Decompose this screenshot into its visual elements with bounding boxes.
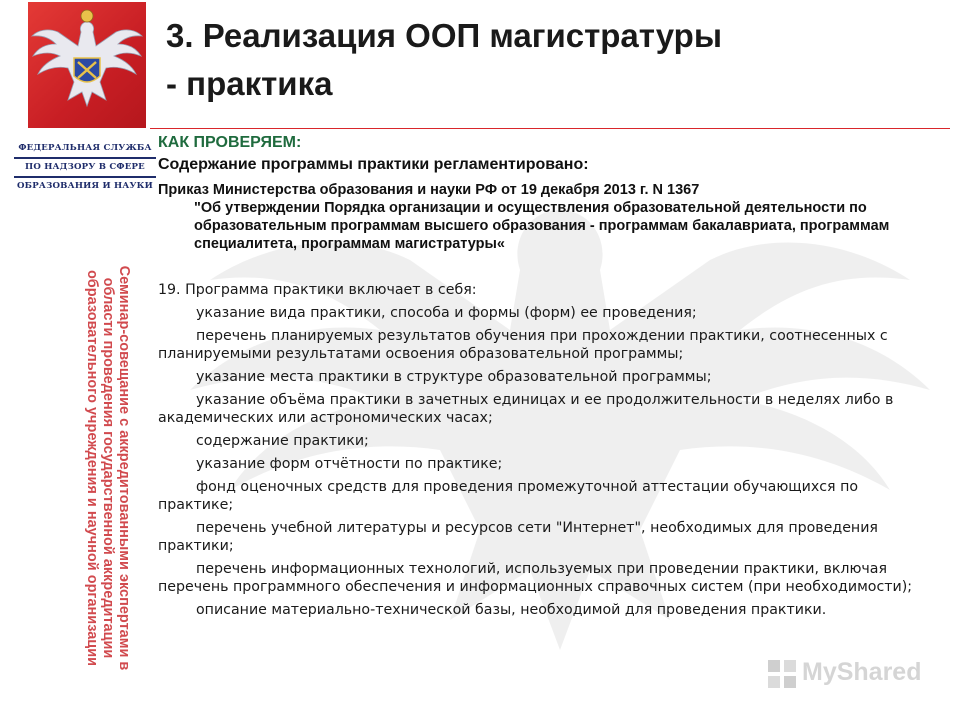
agency-line: ПО НАДЗОРУ В СФЕРЕ <box>25 162 145 172</box>
myshared-logo-text: MyShared <box>802 658 922 686</box>
header-divider <box>150 128 950 129</box>
page-title-text: 3. Реализация ООП магистратуры - практика <box>166 17 723 102</box>
agency-line: ОБРАЗОВАНИЯ И НАУКИ <box>17 181 153 191</box>
agency-name <box>10 140 160 195</box>
list-item: указание места практики в структуре образовательной программы; <box>196 369 712 385</box>
list-item: содержание практики; <box>196 433 369 449</box>
myshared-logo-icon <box>766 658 798 690</box>
list-item: перечень информационных технологий, используемых при проведении практики, включая перечень программного обеспечения и информационных справочных систем (при необходимости); <box>158 561 913 595</box>
order-title: "Об утверждении Порядка организации и осуществления образовательной деятельности по образовательным программам высшего образования - программам бакалавриата, программам специалитета, программам магистратуры« <box>194 200 890 252</box>
agency-line: ФЕДЕРАЛЬНАЯ СЛУЖБА <box>18 143 152 153</box>
list-item: указание объёма практики в зачетных единицах и ее продолжительности в неделях либо в академических или астрономических часах; <box>158 392 894 426</box>
section-label: КАК ПРОВЕРЯЕМ: <box>158 134 302 151</box>
subheading: Содержание программы практики регламентировано: <box>158 156 589 173</box>
list-item: описание материально-технической базы, необходимой для проведения практики. <box>196 602 827 618</box>
page-title <box>166 12 946 108</box>
list-item: перечень учебной литературы и ресурсов сети "Интернет", необходимых для проведения практики; <box>158 520 878 554</box>
myshared-logo[interactable] <box>766 652 936 696</box>
seminar-vertical-text <box>52 258 132 678</box>
list-item: указание форм отчётности по практике; <box>196 456 503 472</box>
list-intro: 19. Программа практики включает в себя: <box>158 282 477 298</box>
list-item: указание вида практики, способа и формы (форм) ее проведения; <box>196 305 697 321</box>
seminar-text: Семинар-совещание с аккредитованными экспертами в области проведения государственной аккредитации образовательного учреждения и научной организации <box>84 265 132 671</box>
practice-program-list <box>158 281 928 624</box>
list-item: фонд оценочных средств для проведения промежуточной аттестации обучающихся по практике; <box>158 479 859 513</box>
agency-emblem <box>28 2 146 128</box>
eagle-emblem-icon <box>28 2 146 128</box>
order-reference: Приказ Министерства образования и науки РФ от 19 декабря 2013 г. N 1367 <box>158 182 700 198</box>
list-item: перечень планируемых результатов обучения при прохождении практики, соотнесенных с планируемыми результатами освоения образовательной программы; <box>158 328 888 362</box>
